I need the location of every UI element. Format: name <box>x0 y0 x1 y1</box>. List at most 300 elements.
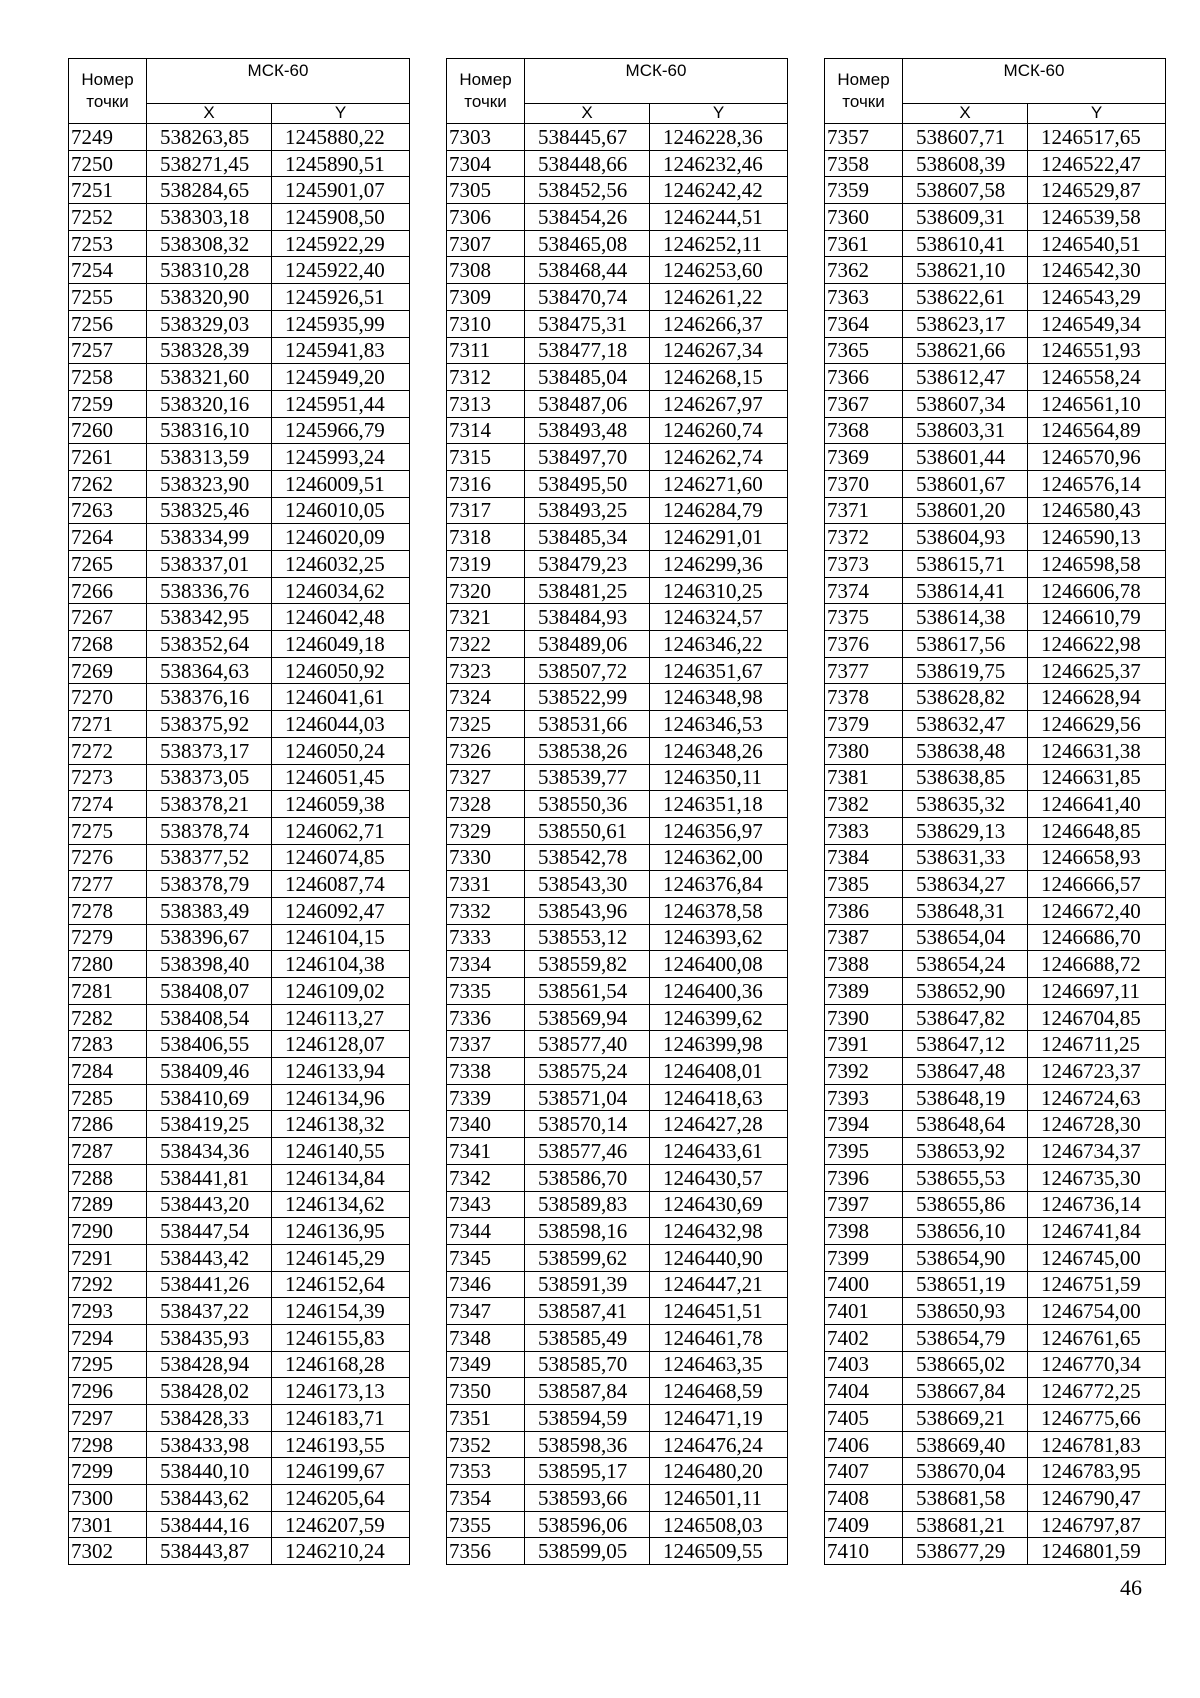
point-number-cell: 7301 <box>69 1511 147 1538</box>
table-row <box>825 1164 1166 1191</box>
x-coordinate-cell: 538316,10 <box>147 417 272 444</box>
x-coordinate-cell: 538284,65 <box>147 177 272 204</box>
point-number-cell: 7252 <box>69 204 147 231</box>
point-number-cell: 7368 <box>825 417 903 444</box>
y-coordinate-cell: 1246408,01 <box>650 1058 788 1085</box>
x-coordinate-cell: 538452,56 <box>525 177 650 204</box>
table-row <box>825 1298 1166 1325</box>
x-coordinate-cell: 538308,32 <box>147 230 272 257</box>
y-coordinate-cell: 1245908,50 <box>272 204 410 231</box>
table-row <box>69 1511 410 1538</box>
point-number-cell: 7388 <box>825 951 903 978</box>
x-coordinate-cell: 538433,98 <box>147 1431 272 1458</box>
point-number-cell: 7266 <box>69 577 147 604</box>
point-number-cell: 7259 <box>69 390 147 417</box>
point-number-cell: 7383 <box>825 817 903 844</box>
y-coordinate-cell: 1246041,61 <box>272 684 410 711</box>
table-row <box>447 390 788 417</box>
x-coordinate-cell: 538681,21 <box>903 1511 1028 1538</box>
point-number-cell: 7402 <box>825 1324 903 1351</box>
y-coordinate-cell: 1246724,63 <box>1028 1084 1166 1111</box>
point-number-cell: 7316 <box>447 470 525 497</box>
table-row <box>447 524 788 551</box>
table-row <box>69 470 410 497</box>
table-row <box>447 657 788 684</box>
table-row <box>69 1031 410 1058</box>
point-number-cell: 7354 <box>447 1485 525 1512</box>
table-row <box>69 337 410 364</box>
x-coordinate-cell: 538677,29 <box>903 1538 1028 1565</box>
y-coordinate-cell: 1246134,96 <box>272 1084 410 1111</box>
x-coordinate-cell: 538325,46 <box>147 497 272 524</box>
point-number-cell: 7305 <box>447 177 525 204</box>
y-coordinate-cell: 1246378,58 <box>650 897 788 924</box>
x-coordinate-cell: 538328,39 <box>147 337 272 364</box>
table-row <box>447 1351 788 1378</box>
point-number-cell: 7331 <box>447 871 525 898</box>
table-row <box>447 1244 788 1271</box>
y-coordinate-cell: 1246155,83 <box>272 1324 410 1351</box>
y-coordinate-cell: 1246042,48 <box>272 604 410 631</box>
x-coordinate-cell: 538313,59 <box>147 444 272 471</box>
table-row <box>447 764 788 791</box>
x-coordinate-cell: 538654,24 <box>903 951 1028 978</box>
x-coordinate-cell: 538614,38 <box>903 604 1028 631</box>
table-row <box>69 924 410 951</box>
point-number-cell: 7299 <box>69 1458 147 1485</box>
x-coordinate-cell: 538303,18 <box>147 204 272 231</box>
table-row <box>69 1378 410 1405</box>
y-coordinate-cell: 1246400,36 <box>650 978 788 1005</box>
point-number-cell: 7405 <box>825 1405 903 1432</box>
x-coordinate-cell: 538364,63 <box>147 657 272 684</box>
point-number-cell: 7364 <box>825 310 903 337</box>
table-row <box>447 1324 788 1351</box>
y-coordinate-cell: 1246242,42 <box>650 177 788 204</box>
y-coordinate-cell: 1246154,39 <box>272 1298 410 1325</box>
point-number-cell: 7268 <box>69 631 147 658</box>
table-row <box>825 844 1166 871</box>
x-coordinate-cell: 538543,30 <box>525 871 650 898</box>
y-coordinate-cell: 1246346,53 <box>650 711 788 738</box>
table-row <box>447 1058 788 1085</box>
coordinate-system-header: МСК-60 <box>903 59 1166 104</box>
table-row <box>69 978 410 1005</box>
x-coordinate-cell: 538465,08 <box>525 230 650 257</box>
y-coordinate-cell: 1246427,28 <box>650 1111 788 1138</box>
x-coordinate-cell: 538669,40 <box>903 1431 1028 1458</box>
table-row <box>825 684 1166 711</box>
point-number-cell: 7304 <box>447 150 525 177</box>
table-row <box>825 177 1166 204</box>
y-coordinate-cell: 1246509,55 <box>650 1538 788 1565</box>
y-coordinate-cell: 1246629,56 <box>1028 711 1166 738</box>
point-number-cell: 7285 <box>69 1084 147 1111</box>
table-row <box>69 1058 410 1085</box>
point-number-cell: 7310 <box>447 310 525 337</box>
table-row <box>69 1004 410 1031</box>
x-coordinate-cell: 538336,76 <box>147 577 272 604</box>
y-coordinate-cell: 1245890,51 <box>272 150 410 177</box>
table-row <box>69 364 410 391</box>
coordinates-table-3 <box>824 58 1166 1565</box>
x-coordinate-cell: 538587,84 <box>525 1378 650 1405</box>
point-number-cell: 7311 <box>447 337 525 364</box>
point-number-cell: 7342 <box>447 1164 525 1191</box>
y-coordinate-cell: 1246346,22 <box>650 631 788 658</box>
y-coordinate-cell: 1246262,74 <box>650 444 788 471</box>
point-number-cell: 7327 <box>447 764 525 791</box>
table-row <box>69 390 410 417</box>
x-coordinate-cell: 538406,55 <box>147 1031 272 1058</box>
table-row <box>825 310 1166 337</box>
x-coordinate-cell: 538647,48 <box>903 1058 1028 1085</box>
y-coordinate-cell: 1246399,62 <box>650 1004 788 1031</box>
y-coordinate-cell: 1246622,98 <box>1028 631 1166 658</box>
x-coordinate-cell: 538587,41 <box>525 1298 650 1325</box>
y-coordinate-cell: 1246109,02 <box>272 978 410 1005</box>
x-coordinate-cell: 538435,93 <box>147 1324 272 1351</box>
y-coordinate-cell: 1246348,98 <box>650 684 788 711</box>
point-number-cell: 7336 <box>447 1004 525 1031</box>
table-row <box>69 1244 410 1271</box>
y-coordinate-cell: 1246736,14 <box>1028 1191 1166 1218</box>
table-row <box>825 1405 1166 1432</box>
point-number-cell: 7277 <box>69 871 147 898</box>
x-coordinate-cell: 538428,02 <box>147 1378 272 1405</box>
table-row <box>825 1458 1166 1485</box>
table-row <box>69 230 410 257</box>
y-coordinate-cell: 1246362,00 <box>650 844 788 871</box>
x-coordinate-cell: 538598,16 <box>525 1218 650 1245</box>
x-coordinate-cell: 538337,01 <box>147 551 272 578</box>
table-row <box>69 1431 410 1458</box>
x-coordinate-cell: 538647,12 <box>903 1031 1028 1058</box>
x-coordinate-cell: 538447,54 <box>147 1218 272 1245</box>
point-number-cell: 7399 <box>825 1244 903 1271</box>
y-coordinate-cell: 1246267,97 <box>650 390 788 417</box>
y-coordinate-cell: 1246271,60 <box>650 470 788 497</box>
x-coordinate-cell: 538586,70 <box>525 1164 650 1191</box>
point-number-cell: 7360 <box>825 204 903 231</box>
y-coordinate-cell: 1246471,19 <box>650 1405 788 1432</box>
table-row <box>447 470 788 497</box>
x-coordinate-cell: 538468,44 <box>525 257 650 284</box>
x-coordinate-cell: 538648,19 <box>903 1084 1028 1111</box>
x-coordinate-cell: 538647,82 <box>903 1004 1028 1031</box>
y-coordinate-cell: 1246210,24 <box>272 1538 410 1565</box>
y-coordinate-cell: 1246576,14 <box>1028 470 1166 497</box>
table-row <box>69 631 410 658</box>
y-coordinate-cell: 1246134,84 <box>272 1164 410 1191</box>
table-row <box>825 924 1166 951</box>
table-row <box>69 1138 410 1165</box>
table-row <box>447 1031 788 1058</box>
table-row <box>447 844 788 871</box>
y-coordinate-cell: 1246801,59 <box>1028 1538 1166 1565</box>
y-coordinate-cell: 1246641,40 <box>1028 791 1166 818</box>
table-row <box>825 711 1166 738</box>
point-number-cell: 7254 <box>69 257 147 284</box>
table-row <box>447 711 788 738</box>
y-coordinate-cell: 1246631,38 <box>1028 737 1166 764</box>
y-coordinate-cell: 1246168,28 <box>272 1351 410 1378</box>
y-coordinate-cell: 1246723,37 <box>1028 1058 1166 1085</box>
point-number-cell: 7350 <box>447 1378 525 1405</box>
x-coordinate-cell: 538271,45 <box>147 150 272 177</box>
y-coordinate-cell: 1246741,84 <box>1028 1218 1166 1245</box>
y-coordinate-cell: 1246590,13 <box>1028 524 1166 551</box>
x-coordinate-cell: 538619,75 <box>903 657 1028 684</box>
point-number-cell: 7288 <box>69 1164 147 1191</box>
point-number-cell: 7306 <box>447 204 525 231</box>
x-coordinate-cell: 538428,33 <box>147 1405 272 1432</box>
y-coordinate-cell: 1246480,20 <box>650 1458 788 1485</box>
y-coordinate-cell: 1246549,34 <box>1028 310 1166 337</box>
table-row <box>69 1324 410 1351</box>
x-coordinate-cell: 538398,40 <box>147 951 272 978</box>
y-coordinate-cell: 1246393,62 <box>650 924 788 951</box>
point-number-cell: 7309 <box>447 284 525 311</box>
y-coordinate-cell: 1246735,30 <box>1028 1164 1166 1191</box>
table-row <box>825 577 1166 604</box>
x-coordinate-cell: 538638,85 <box>903 764 1028 791</box>
y-coordinate-cell: 1246501,11 <box>650 1485 788 1512</box>
y-coordinate-cell: 1246451,51 <box>650 1298 788 1325</box>
x-coordinate-cell: 538408,54 <box>147 1004 272 1031</box>
y-coordinate-cell: 1246138,32 <box>272 1111 410 1138</box>
table-row <box>69 1538 410 1565</box>
table-row <box>447 1431 788 1458</box>
table-row <box>69 657 410 684</box>
table-row <box>825 124 1166 151</box>
table-row <box>825 1058 1166 1085</box>
y-coordinate-cell: 1246399,98 <box>650 1031 788 1058</box>
x-coordinate-cell: 538408,07 <box>147 978 272 1005</box>
y-column-header: Y <box>1028 103 1166 123</box>
y-column-header: Y <box>650 103 788 123</box>
y-coordinate-cell: 1246522,47 <box>1028 150 1166 177</box>
point-number-cell: 7324 <box>447 684 525 711</box>
table-row <box>825 150 1166 177</box>
x-coordinate-cell: 538594,59 <box>525 1405 650 1432</box>
table-row <box>447 1164 788 1191</box>
table-row <box>447 1511 788 1538</box>
x-coordinate-cell: 538542,78 <box>525 844 650 871</box>
y-coordinate-cell: 1246020,09 <box>272 524 410 551</box>
point-number-cell: 7355 <box>447 1511 525 1538</box>
x-column-header: X <box>903 103 1028 123</box>
y-coordinate-cell: 1246324,57 <box>650 604 788 631</box>
table-row <box>825 497 1166 524</box>
y-coordinate-cell: 1246199,67 <box>272 1458 410 1485</box>
x-coordinate-cell: 538669,21 <box>903 1405 1028 1432</box>
x-coordinate-cell: 538493,48 <box>525 417 650 444</box>
table-row <box>447 1218 788 1245</box>
point-number-cell: 7356 <box>447 1538 525 1565</box>
x-coordinate-cell: 538321,60 <box>147 364 272 391</box>
table-row <box>69 577 410 604</box>
table-row <box>69 124 410 151</box>
x-coordinate-cell: 538577,46 <box>525 1138 650 1165</box>
y-coordinate-cell: 1246564,89 <box>1028 417 1166 444</box>
x-coordinate-cell: 538655,86 <box>903 1191 1028 1218</box>
y-coordinate-cell: 1246059,38 <box>272 791 410 818</box>
point-number-cell: 7365 <box>825 337 903 364</box>
x-coordinate-cell: 538484,93 <box>525 604 650 631</box>
table-row <box>825 204 1166 231</box>
y-coordinate-cell: 1246244,51 <box>650 204 788 231</box>
table-row <box>825 551 1166 578</box>
x-coordinate-cell: 538585,70 <box>525 1351 650 1378</box>
table-row <box>825 230 1166 257</box>
y-coordinate-cell: 1245993,24 <box>272 444 410 471</box>
y-coordinate-cell: 1246299,36 <box>650 551 788 578</box>
y-coordinate-cell: 1246351,18 <box>650 791 788 818</box>
table-row <box>447 1538 788 1565</box>
table-row <box>825 284 1166 311</box>
y-coordinate-cell: 1246631,85 <box>1028 764 1166 791</box>
table-row <box>447 497 788 524</box>
x-coordinate-cell: 538263,85 <box>147 124 272 151</box>
y-coordinate-cell: 1245951,44 <box>272 390 410 417</box>
y-coordinate-cell: 1246529,87 <box>1028 177 1166 204</box>
x-coordinate-cell: 538561,54 <box>525 978 650 1005</box>
point-number-cell: 7347 <box>447 1298 525 1325</box>
y-coordinate-cell: 1246348,26 <box>650 737 788 764</box>
table-row <box>825 1218 1166 1245</box>
table-row <box>69 604 410 631</box>
y-coordinate-cell: 1246580,43 <box>1028 497 1166 524</box>
point-number-cell: 7348 <box>447 1324 525 1351</box>
table-row <box>69 551 410 578</box>
x-coordinate-cell: 538612,47 <box>903 364 1028 391</box>
x-coordinate-cell: 538383,49 <box>147 897 272 924</box>
x-coordinate-cell: 538621,10 <box>903 257 1028 284</box>
x-coordinate-cell: 538495,50 <box>525 470 650 497</box>
table-row <box>825 631 1166 658</box>
point-number-cell: 7300 <box>69 1485 147 1512</box>
table-row <box>69 897 410 924</box>
y-coordinate-cell: 1246598,58 <box>1028 551 1166 578</box>
y-coordinate-cell: 1246034,62 <box>272 577 410 604</box>
table-row <box>447 871 788 898</box>
table-row <box>69 444 410 471</box>
x-coordinate-cell: 538377,52 <box>147 844 272 871</box>
y-coordinate-cell: 1245922,40 <box>272 257 410 284</box>
point-number-cell: 7330 <box>447 844 525 871</box>
point-number-cell: 7351 <box>447 1405 525 1432</box>
y-coordinate-cell: 1246430,57 <box>650 1164 788 1191</box>
point-number-cell: 7363 <box>825 284 903 311</box>
point-number-cell: 7318 <box>447 524 525 551</box>
point-number-cell: 7338 <box>447 1058 525 1085</box>
y-coordinate-cell: 1246625,37 <box>1028 657 1166 684</box>
table-row <box>825 897 1166 924</box>
table-row <box>447 310 788 337</box>
point-number-cell: 7393 <box>825 1084 903 1111</box>
table-row <box>825 1511 1166 1538</box>
table-row <box>825 1271 1166 1298</box>
point-number-cell: 7320 <box>447 577 525 604</box>
point-number-cell: 7269 <box>69 657 147 684</box>
x-coordinate-cell: 538621,66 <box>903 337 1028 364</box>
point-number-cell: 7380 <box>825 737 903 764</box>
x-coordinate-cell: 538441,81 <box>147 1164 272 1191</box>
point-number-cell: 7390 <box>825 1004 903 1031</box>
point-number-cell: 7410 <box>825 1538 903 1565</box>
point-number-cell: 7392 <box>825 1058 903 1085</box>
x-coordinate-cell: 538615,71 <box>903 551 1028 578</box>
table-row <box>825 1378 1166 1405</box>
table-row <box>69 1191 410 1218</box>
table-row <box>69 1164 410 1191</box>
table-row <box>447 177 788 204</box>
y-coordinate-cell: 1246356,97 <box>650 817 788 844</box>
point-number-cell: 7308 <box>447 257 525 284</box>
point-number-cell: 7267 <box>69 604 147 631</box>
x-coordinate-cell: 538475,31 <box>525 310 650 337</box>
x-coordinate-cell: 538598,36 <box>525 1431 650 1458</box>
x-coordinate-cell: 538607,71 <box>903 124 1028 151</box>
y-coordinate-cell: 1246284,79 <box>650 497 788 524</box>
y-coordinate-cell: 1246432,98 <box>650 1218 788 1245</box>
table-row <box>447 444 788 471</box>
y-coordinate-cell: 1246268,15 <box>650 364 788 391</box>
y-coordinate-cell: 1246734,37 <box>1028 1138 1166 1165</box>
point-number-cell: 7262 <box>69 470 147 497</box>
table-row <box>69 1458 410 1485</box>
point-number-cell: 7302 <box>69 1538 147 1565</box>
y-coordinate-cell: 1246232,46 <box>650 150 788 177</box>
y-coordinate-cell: 1246133,94 <box>272 1058 410 1085</box>
point-number-cell: 7389 <box>825 978 903 1005</box>
point-number-cell: 7291 <box>69 1244 147 1271</box>
point-number-cell: 7370 <box>825 470 903 497</box>
y-coordinate-cell: 1246267,34 <box>650 337 788 364</box>
point-number-cell: 7353 <box>447 1458 525 1485</box>
x-coordinate-cell: 538591,39 <box>525 1271 650 1298</box>
y-coordinate-cell: 1246648,85 <box>1028 817 1166 844</box>
y-coordinate-cell: 1246539,58 <box>1028 204 1166 231</box>
table-row <box>69 1351 410 1378</box>
table-row <box>447 1458 788 1485</box>
y-coordinate-cell: 1246463,35 <box>650 1351 788 1378</box>
table-row <box>825 390 1166 417</box>
y-coordinate-cell: 1246136,95 <box>272 1218 410 1245</box>
y-coordinate-cell: 1246783,95 <box>1028 1458 1166 1485</box>
y-coordinate-cell: 1246772,25 <box>1028 1378 1166 1405</box>
y-coordinate-cell: 1246173,13 <box>272 1378 410 1405</box>
x-coordinate-cell: 538320,16 <box>147 390 272 417</box>
table-row <box>447 257 788 284</box>
x-coordinate-cell: 538440,10 <box>147 1458 272 1485</box>
x-coordinate-cell: 538575,24 <box>525 1058 650 1085</box>
point-number-cell: 7319 <box>447 551 525 578</box>
y-coordinate-cell: 1245966,79 <box>272 417 410 444</box>
point-number-cell: 7287 <box>69 1138 147 1165</box>
table-row <box>69 871 410 898</box>
x-coordinate-cell: 538443,62 <box>147 1485 272 1512</box>
x-coordinate-cell: 538654,79 <box>903 1324 1028 1351</box>
x-coordinate-cell: 538570,14 <box>525 1111 650 1138</box>
y-coordinate-cell: 1245880,22 <box>272 124 410 151</box>
y-coordinate-cell: 1246430,69 <box>650 1191 788 1218</box>
point-number-cell: 7296 <box>69 1378 147 1405</box>
x-coordinate-cell: 538638,48 <box>903 737 1028 764</box>
table-row <box>447 284 788 311</box>
point-number-cell: 7352 <box>447 1431 525 1458</box>
